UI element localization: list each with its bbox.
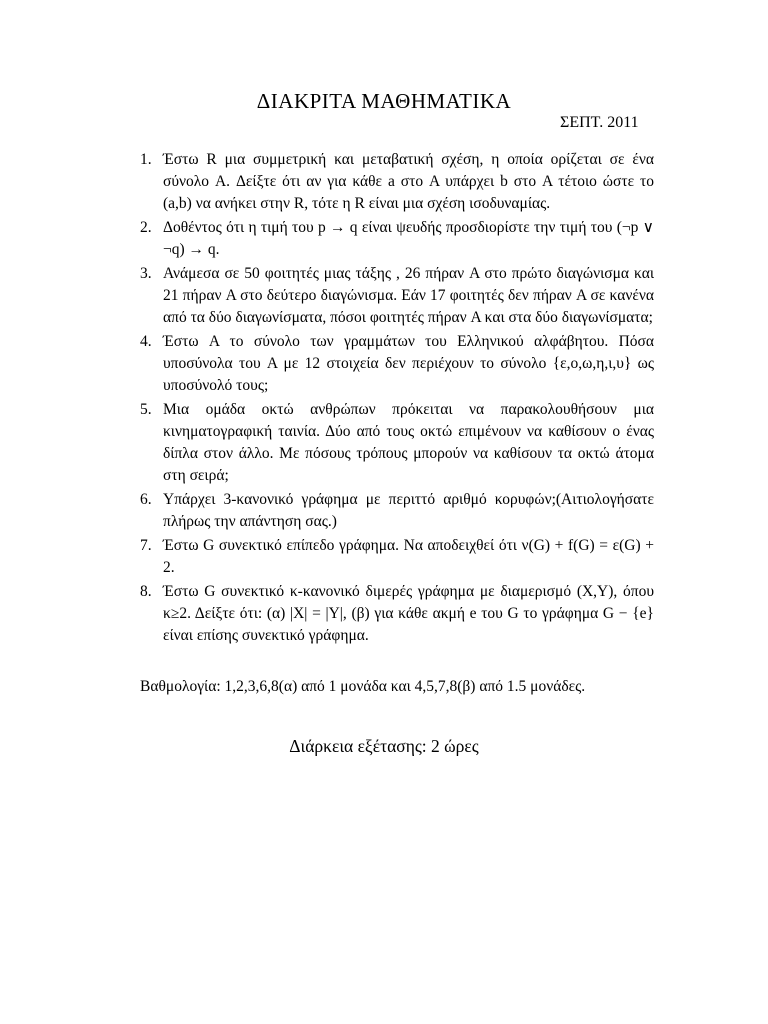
problem-item (140, 535, 654, 579)
problem-item (140, 489, 654, 533)
problem-item (140, 263, 654, 329)
problem-number: 7. (140, 537, 152, 554)
problem-number: 4. (140, 333, 152, 350)
problem-text: Δοθέντος ότι η τιμή του p → q είναι ψευδής προσδιορίστε την τιμή του (¬p ∨ ¬q) → q. (163, 219, 654, 258)
problem-item (140, 331, 654, 397)
problem-item (140, 399, 654, 487)
problem-text: Έστω R μια συμμετρική και μεταβατική σχέση, η οποία ορίζεται σε ένα σύνολο A. Δείξτε ότι αν για κάθε a στο A υπάρχει b στο A τέτοιο ώστε το (a,b) να ανήκει στην R, τότε η R είναι μια σχέση ισοδυναμίας. (163, 151, 654, 212)
problem-text: Έστω G συνεκτικό επίπεδο γράφημα. Να αποδειχθεί ότι ν(G) + f(G) = ε(G) + 2. (163, 537, 654, 576)
problem-text: Έστω A το σύνολο των γραμμάτων του Ελληνικού αλφάβητου. Πόσα υποσύνολα του A με 12 στοιχεία δεν περιέχουν το σύνολο {ε,ο,ω,η,ι,υ} ως υποσύνολό τους; (163, 333, 654, 394)
exam-duration: Διάρκεια εξέτασης: 2 ώρες (289, 736, 479, 756)
problem-text: Έστω G συνεκτικό κ-κανονικό διμερές γράφημα με διαμερισμό (X,Y), όπου κ≥2. Δείξτε ότι: (α) |X| = |Y|, (β) για κάθε ακμή e του G το γράφημα G − {e} είναι επίσης συνεκτικό γράφημα. (163, 583, 654, 644)
exam-date: ΣΕΠΤ. 2011 (560, 114, 639, 131)
problem-item (140, 217, 654, 261)
problem-list (140, 149, 654, 649)
exam-title: ΔΙΑΚΡΙΤΑ ΜΑΘΗΜΑΤΙΚΑ (256, 89, 512, 113)
problem-item (140, 581, 654, 647)
problem-number: 3. (140, 265, 152, 282)
problem-number: 2. (140, 219, 152, 236)
problem-number: 8. (140, 583, 152, 600)
grading-note: Βαθμολογία: 1,2,3,6,8(α) από 1 μονάδα και 4,5,7,8(β) από 1.5 μονάδες. (140, 678, 586, 695)
problem-text: Ανάμεσα σε 50 φοιτητές μιας τάξης , 26 πήραν A στο πρώτο διαγώνισμα και 21 πήραν A στο δεύτερο διαγώνισμα. Εάν 17 φοιτητές δεν πήραν A σε κανένα από τα δύο διαγωνίσματα, πόσοι φοιτητές πήραν A και στα δύο διαγωνίσματα; (163, 265, 654, 326)
problem-number: 1. (140, 151, 152, 168)
problem-number: 6. (140, 491, 152, 508)
problem-text: Μια ομάδα οκτώ ανθρώπων πρόκειται να παρακολουθήσουν μια κινηματογραφική ταινία. Δύο από τους οκτώ επιμένουν να καθίσουν ο ένας δίπλα στον άλλο. Με πόσους τρόπους μπορούν να καθίσουν τα οκτώ άτομα στη σειρά; (163, 401, 654, 484)
problem-item (140, 149, 654, 215)
problem-number: 5. (140, 401, 152, 418)
problem-text: Υπάρχει 3-κανονικό γράφημα με περιττό αριθμό κορυφών;(Αιτιολογήσατε πλήρως την απάντηση σας.) (163, 491, 654, 530)
